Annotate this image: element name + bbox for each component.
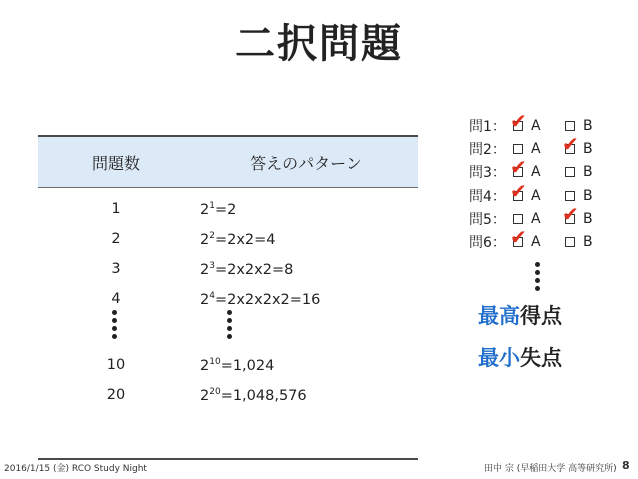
question-label: 問6： <box>469 235 506 252</box>
option-a: A <box>513 141 565 157</box>
question-row <box>469 155 617 184</box>
option-a: ✔ A <box>510 178 541 204</box>
row-pattern: $2^4=2x2x2x2=16$ <box>200 290 321 308</box>
question-row <box>469 108 617 137</box>
question-label: 問3： <box>469 165 506 182</box>
question-label: 問5： <box>469 211 506 228</box>
header-question-count: 問題数 <box>91 153 140 173</box>
option-b: B <box>565 118 617 134</box>
row-count: 20 <box>106 387 126 403</box>
option-a: ✔ A <box>510 155 541 181</box>
checkbox-icon <box>513 214 523 224</box>
row-pattern: $2^{10}=1,024$ <box>200 356 275 374</box>
table-row <box>38 224 418 254</box>
option-a: A <box>513 211 565 227</box>
table-header <box>38 137 418 187</box>
row-pattern: $2^1=2$ <box>200 200 237 218</box>
check-mark-icon: ✔ <box>510 108 527 133</box>
max-score-heading: 最高得点 <box>478 304 562 328</box>
check-mark-icon: ✔ <box>510 155 527 180</box>
slide-title: 二択問題 <box>235 21 403 67</box>
row-count: 2 <box>111 231 121 247</box>
footer-author: 田中 宗 (早稲田大学 高等研究所) <box>484 464 617 474</box>
answer-pattern-table <box>38 135 418 410</box>
question-list <box>469 108 617 254</box>
min-score-heading: 最小失点 <box>478 346 562 370</box>
question-row <box>469 201 617 230</box>
question-row <box>469 178 617 207</box>
check-mark-icon: ✔ <box>510 178 527 203</box>
checkbox-icon <box>513 144 523 154</box>
row-pattern: $2^3=2x2x2=8$ <box>200 260 294 278</box>
table-row <box>38 380 418 410</box>
header-answer-patterns: 答えのパターン <box>250 153 362 173</box>
row-count: 10 <box>106 357 126 373</box>
option-b: ✔ B <box>562 131 593 157</box>
vertical-ellipsis-icon <box>535 262 540 291</box>
table-row <box>38 194 418 224</box>
table-bottom-rule <box>38 458 418 460</box>
table-row <box>38 254 418 284</box>
check-mark-icon: ✔ <box>510 225 527 250</box>
question-row <box>469 225 617 253</box>
option-a: ✔ A <box>510 225 541 251</box>
option-b: B <box>565 164 617 180</box>
option-b: B <box>565 188 617 204</box>
row-pattern: $2^{20}=1,048,576$ <box>200 386 307 404</box>
vertical-ellipsis-icon <box>227 310 232 339</box>
row-count: 1 <box>111 201 121 217</box>
question-label: 問4： <box>469 188 506 205</box>
check-mark-icon: ✔ <box>562 131 579 156</box>
checkbox-icon <box>565 237 575 247</box>
checkbox-icon <box>565 167 575 177</box>
row-count: 3 <box>111 261 121 277</box>
option-a: ✔ A <box>510 108 541 134</box>
question-label: 問2： <box>469 141 506 158</box>
question-label: 問1： <box>469 118 506 135</box>
row-count: 4 <box>111 291 121 307</box>
table-row <box>38 350 418 380</box>
checkbox-icon <box>565 121 575 131</box>
vertical-ellipsis-icon <box>112 310 117 339</box>
option-b: B <box>565 234 617 250</box>
checkbox-icon <box>565 191 575 201</box>
question-row <box>469 131 617 160</box>
footer-date-event: 2016/1/15 (金) RCO Study Night <box>4 464 147 474</box>
row-pattern: $2^2=2x2=4$ <box>200 230 276 248</box>
check-mark-icon: ✔ <box>562 201 579 226</box>
option-b: ✔ B <box>562 201 593 227</box>
page-number: 8 <box>622 459 630 472</box>
